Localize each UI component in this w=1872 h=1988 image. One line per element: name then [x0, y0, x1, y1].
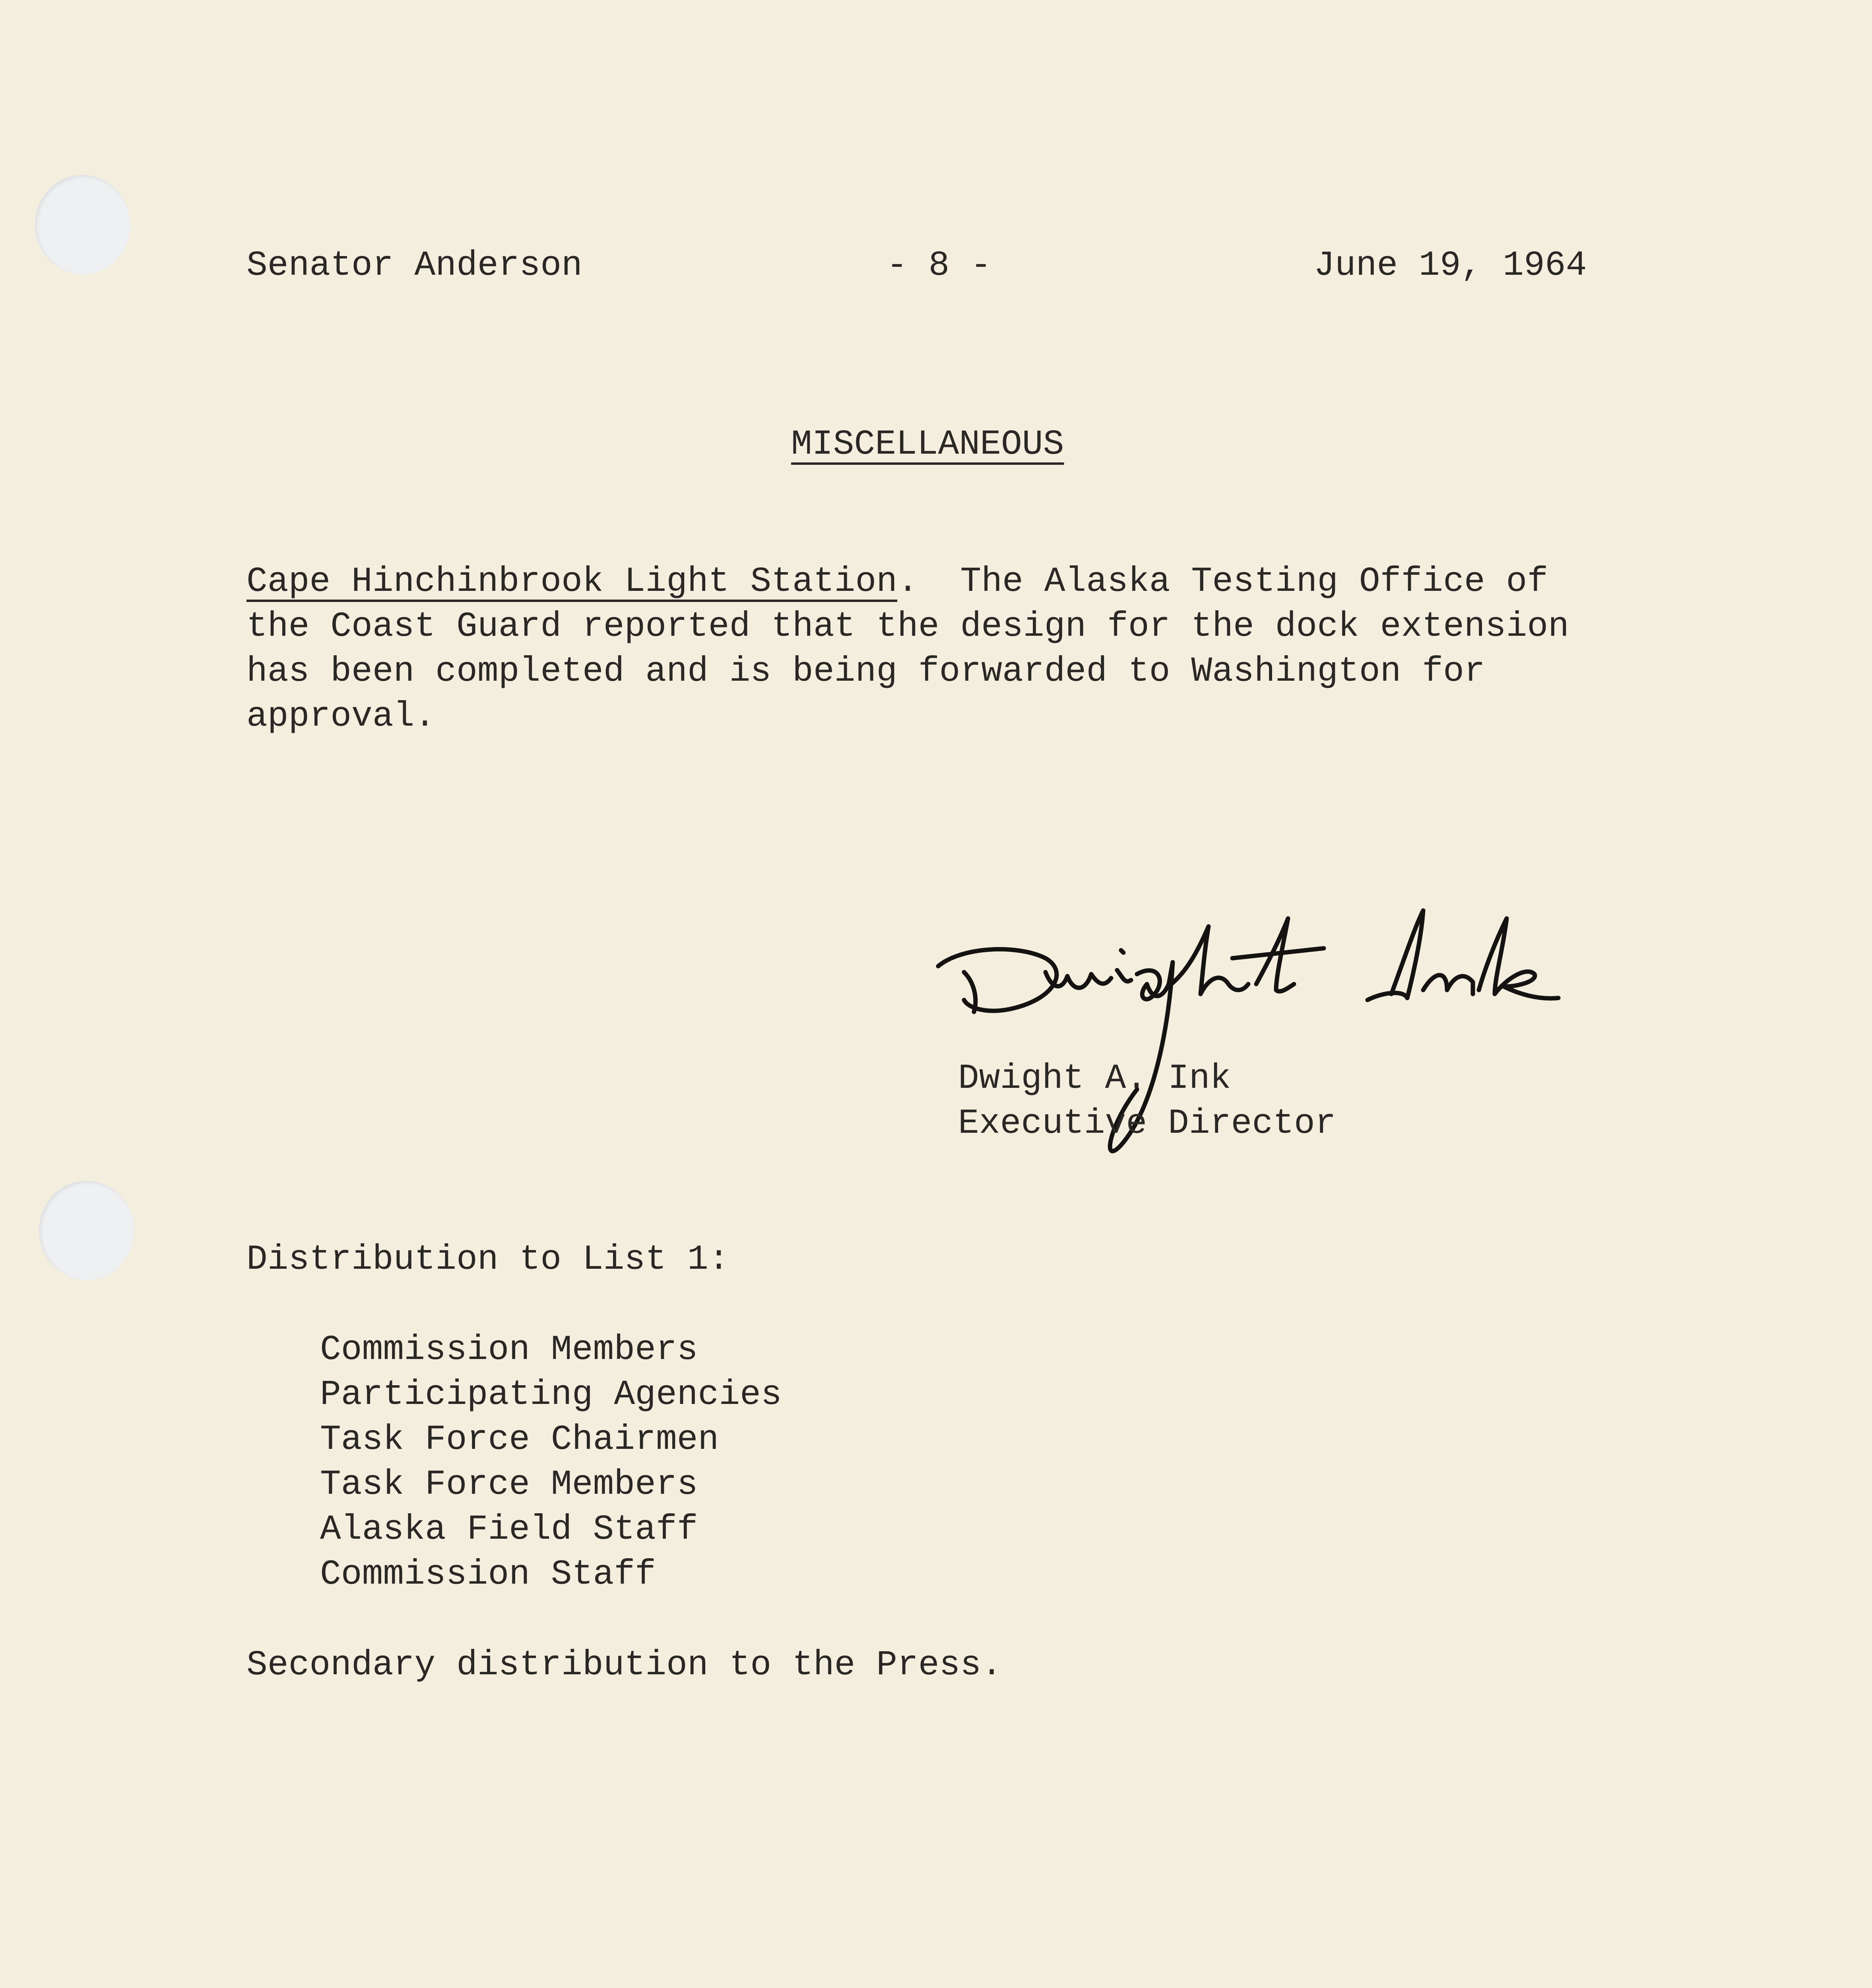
distribution-item: Alaska Field Staff: [320, 1510, 698, 1549]
distribution-item: Commission Staff: [320, 1555, 656, 1594]
punch-hole-top: [35, 175, 130, 274]
distribution-item: Commission Members: [320, 1330, 698, 1370]
distribution-item: Participating Agencies: [320, 1375, 782, 1415]
signer-title: Executive Director: [958, 1104, 1336, 1143]
distribution-heading: Distribution to List 1:: [246, 1240, 729, 1279]
body-line-1-text: . The Alaska Testing Office of: [897, 562, 1548, 602]
body-line-3: has been completed and is being forwarded to Washington for: [246, 652, 1485, 691]
distribution-item: Task Force Members: [320, 1465, 698, 1505]
signer-name: Dwight A. Ink: [958, 1059, 1231, 1099]
addressee: Senator Anderson: [246, 246, 582, 285]
body-line-2: the Coast Guard reported that the design for the dock extension: [246, 607, 1569, 646]
section-heading: MISCELLANEOUS: [791, 425, 1064, 464]
secondary-distribution: Secondary distribution to the Press.: [246, 1646, 1003, 1685]
letter-date: June 19, 1964: [1314, 246, 1587, 285]
page-number: - 8 -: [887, 246, 992, 285]
body-line-1: [246, 562, 1548, 602]
subject-title: Cape Hinchinbrook Light Station: [246, 562, 898, 602]
distribution-item: Task Force Chairmen: [320, 1420, 719, 1460]
body-line-4: approval.: [246, 697, 436, 736]
punch-hole-middle: [39, 1181, 134, 1280]
